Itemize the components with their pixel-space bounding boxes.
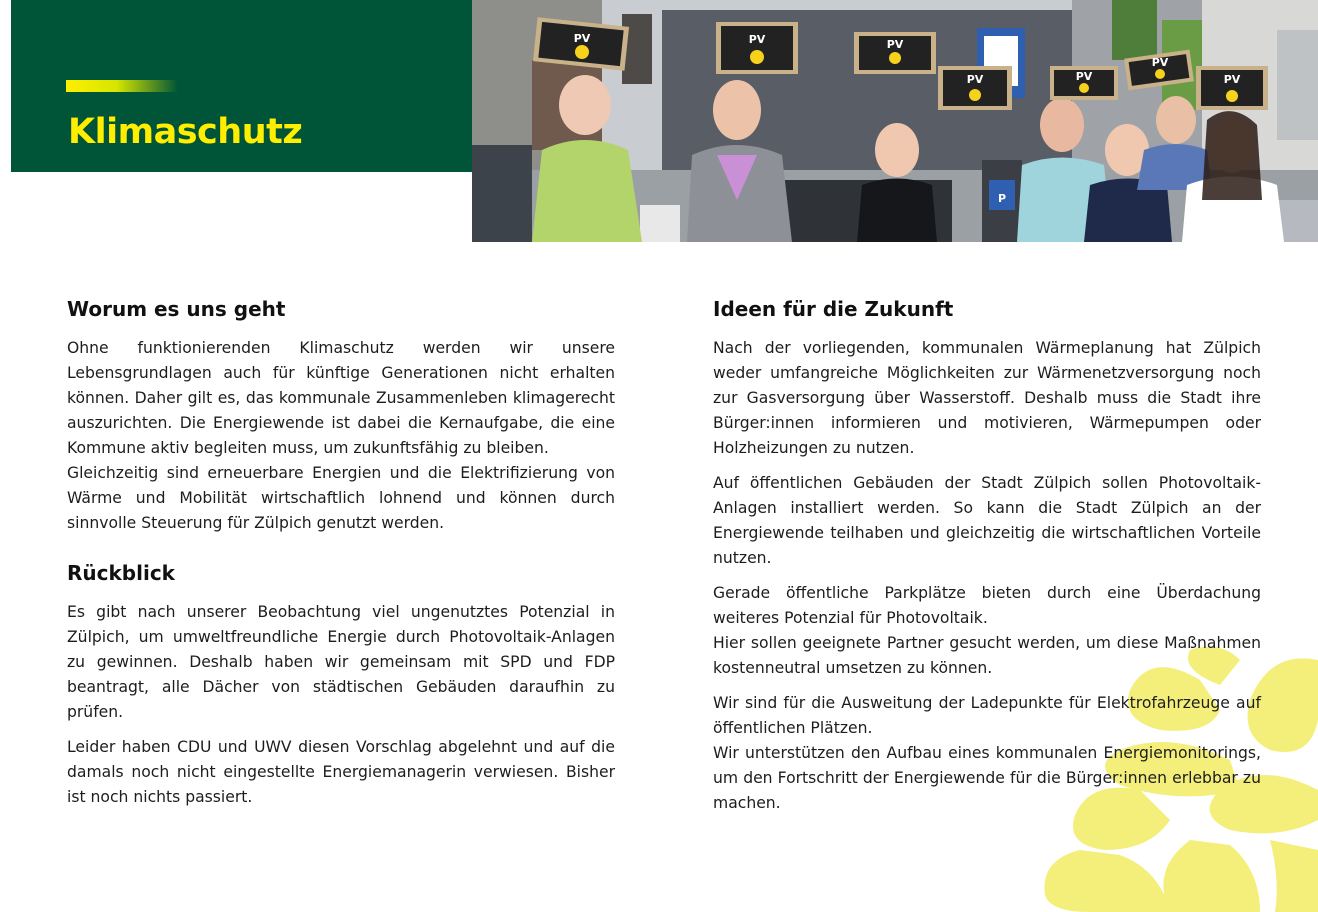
left-column (67, 296, 615, 820)
paragraph-ideen-2: Auf öffentlichen Gebäuden der Stadt Zülpich sollen Photovoltaik-Anlagen installiert werden. So kann die Stadt Zülpich an der Energiewende teilhaben und gleichzeitig die wirtschaftlichen Vorteile nutzen. (713, 474, 1261, 567)
paragraph-ideen-3a: Gerade öffentliche Parkplätze bieten durch eine Überdachung weiteres Potenzial für Photovoltaik. (713, 584, 1261, 627)
pv-sign-7-label: PV (1223, 73, 1241, 86)
paragraph-worum-2: Gleichzeitig sind erneuerbare Energien und die Elektrifizierung von Wärme und Mobilität wirtschaftlich lohnend und können durch sinnvolle Steuerung für Zülpich genutzt werden. (67, 464, 615, 532)
paragraph-ideen-4b: Wir unterstützen den Aufbau eines kommunalen Energiemonitorings, um den Fortschritt der Energiewende für die Bürger:innen erlebbar zu machen. (713, 744, 1261, 812)
page-title: Klimaschutz (68, 112, 303, 152)
pv-sign-1-label: PV (573, 32, 591, 45)
paragraph-worum-1: Ohne funktionierenden Klimaschutz werden wir unsere Lebensgrundlagen auch für künftige Generationen nicht erhalten können. Daher gilt es, das kommunale Zusammenleben klimagerecht auszurichten. Die Energiewende ist dabei die Kernaufgabe, die eine Kommune aktiv begleiten muss, um zukunftsfähig zu bleiben. (67, 339, 615, 457)
paragraph-ideen-3b: Hier sollen geeignete Partner gesucht werden, um diese Maßnahmen kostenneutral umsetzen zu können. (713, 634, 1261, 677)
section-heading-worum: Worum es uns geht (67, 297, 286, 321)
paragraph-ideen-1: Nach der vorliegenden, kommunalen Wärmeplanung hat Zülpich weder umfangreiche Möglichkeiten zur Wärmenetzversorgung noch zur Gasversorgung über Wasserstoff. Deshalb muss die Stadt ihre Bürger:innen informieren und motivieren, Wärmepumpen oder Holzheizungen zu nutzen. (713, 339, 1261, 457)
pv-sign-6-label: PV (1151, 56, 1169, 69)
section-heading-rueckblick: Rückblick (67, 561, 175, 585)
pv-sign-4-label: PV (966, 73, 984, 86)
section-heading-ideen: Ideen für die Zukunft (713, 297, 954, 321)
accent-bar (66, 80, 178, 92)
pv-sign-5-label: PV (1075, 70, 1093, 83)
paragraph-ideen-4a: Wir sind für die Ausweitung der Ladepunkte für Elektrofahrzeuge auf öffentlichen Plätzen. (713, 694, 1261, 737)
pv-sign-3-label: PV (886, 38, 904, 51)
paragraph-rueckblick-1: Es gibt nach unserer Beobachtung viel ungenutztes Potenzial in Zülpich, um umweltfreundliche Energie durch Photovoltaik-Anlagen zu gewinnen. Deshalb haben wir gemeinsam mit SPD und FDP beantragt, alle Dächer von städtischen Gebäuden daraufhin zu prüfen. (67, 603, 615, 721)
group-photo-illustration (472, 0, 1318, 242)
header-photo (472, 0, 1318, 242)
right-column (713, 296, 1261, 826)
pv-sign-2-label: PV (748, 33, 766, 46)
paragraph-rueckblick-2: Leider haben CDU und UWV diesen Vorschlag abgelehnt und auf die damals noch nicht eingestellte Energiemanagerin verwiesen. Bisher ist noch nichts passiert. (67, 738, 615, 806)
header-banner (11, 0, 472, 172)
parking-sign-letter: P (997, 192, 1007, 205)
